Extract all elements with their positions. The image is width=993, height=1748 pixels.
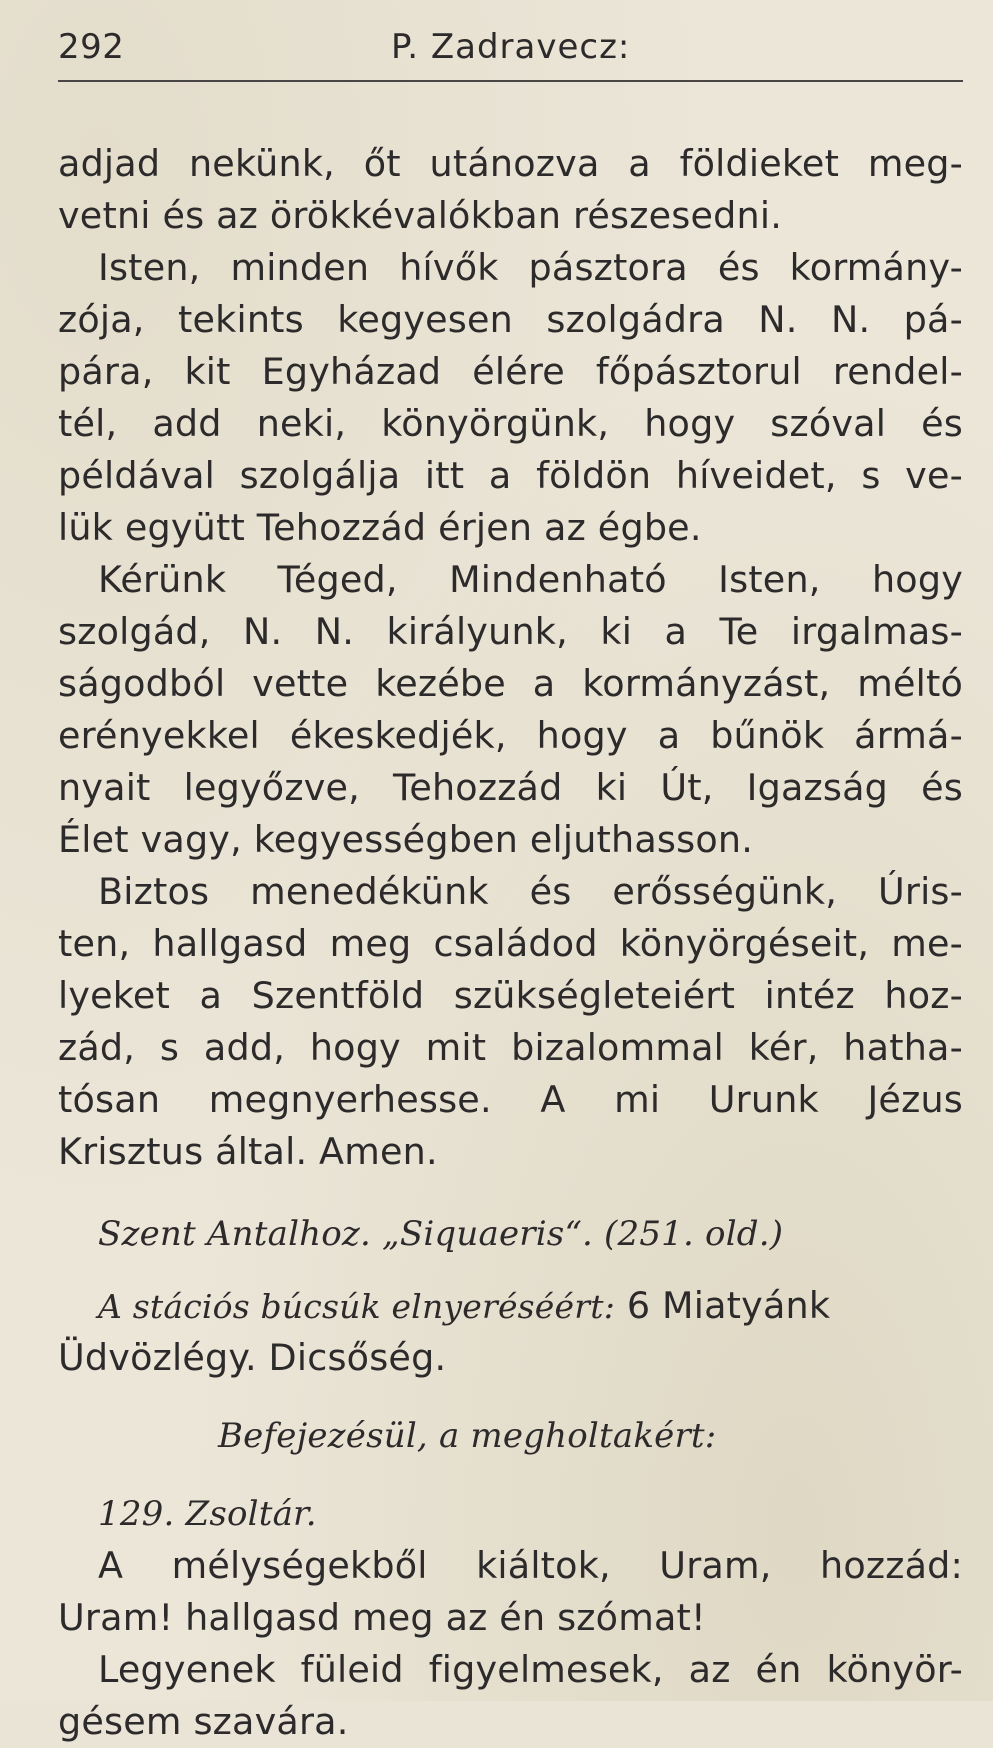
text-line: ságodból vette kezébe a kormányzást, méltó [58,662,963,705]
text-line: pára, kit Egyházad élére főpásztorul rendel- [58,350,963,393]
text-line: Üdvözlégy. Dicsőség. [58,1336,447,1379]
text-line: tél, add neki, könyörgünk, hogy szóval és [58,402,963,445]
text-line: Krisztus által. Amen. [58,1130,438,1173]
text-line: vetni és az örökkévalókban részesedni. [58,194,783,237]
text-line: ten, hallgasd meg családod könyörgéseit, me- [58,922,963,965]
psalm-line: Uram! hallgasd meg az én szómat! [58,1596,706,1639]
text-line: zója, tekints kegyesen szolgádra N. N. pá- [58,298,963,341]
text-line: zád, s add, hogy mit bizalommal kér, hatha- [58,1026,963,1069]
text-line: példával szolgálja itt a földön híveidet, s ve- [58,454,963,497]
text-line: adjad nekünk, őt utánozva a földieket meg- [58,142,963,185]
header-rule [58,80,963,82]
text-line: szolgád, N. N. királyunk, ki a Te irgalmas- [58,610,963,653]
text-line: Isten, minden hívők pásztora és kormány- [98,246,963,289]
psalm-line: Legyenek füleid figyelmesek, az én könyör- [98,1648,963,1691]
heading-psalm: 129. Zsoltár. [98,1494,317,1534]
heading-befejezes: Befejezésül, a megholtakért: [218,1416,717,1456]
body-text [58,138,963,1748]
text-line: erényekkel ékeskedjék, hogy a bűnök ármá- [58,714,963,757]
text-line: Élet vagy, kegyességben eljuthasson. [58,818,754,861]
text-line: Biztos menedékünk és erősségünk, Úris- [98,870,963,913]
running-head [58,22,963,72]
text-line: Kérünk Téged, Mindenható Isten, hogy [98,558,963,601]
running-title: P. Zadravecz: [391,27,631,67]
text-line: lyeket a Szentföld szükségleteiért intéz hoz- [58,974,963,1017]
stacios-line [58,1280,963,1332]
stacios-italic: A stációs búcsúk elnyeréséért: [98,1287,616,1326]
text-line: nyait legyőzve, Tehozzád ki Út, Igazság és [58,766,963,809]
text-line: tósan megnyerhesse. A mi Urunk Jézus [58,1078,963,1121]
page-number: 292 [58,27,125,67]
psalm-line: gésem szavára. [58,1700,349,1743]
heading-antal: Szent Antalhoz. „Siquaeris“. (251. old.) [98,1214,784,1254]
psalm-line: A mélységekből kiáltok, Uram, hozzád: [98,1544,963,1587]
stacios-rest: 6 Miatyánk [615,1284,831,1327]
text-line: lük együtt Tehozzád érjen az égbe. [58,506,702,549]
